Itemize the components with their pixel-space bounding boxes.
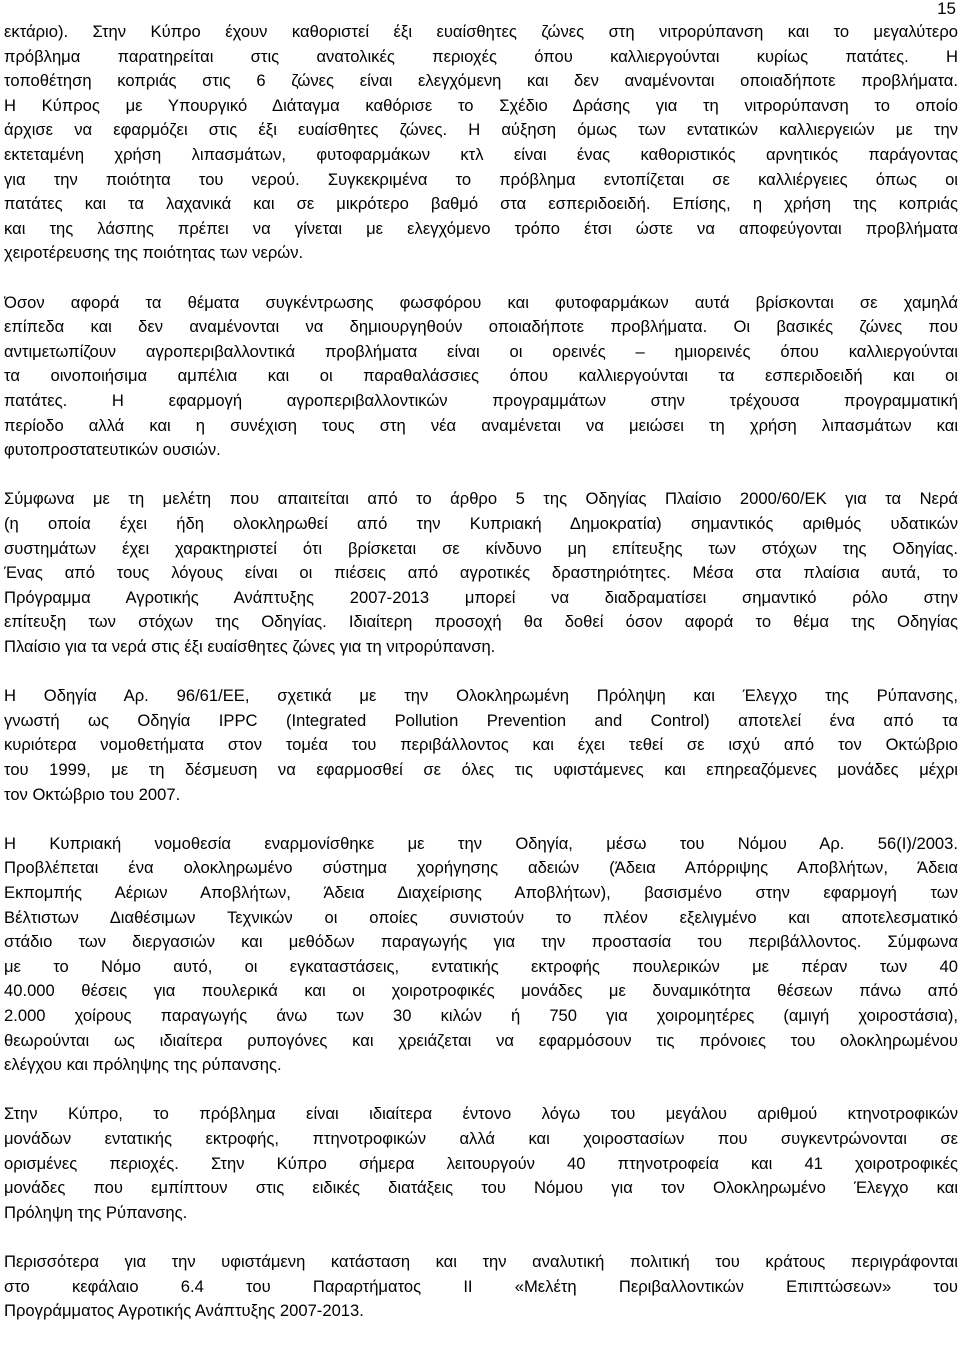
text-line: Πρόληψη της Ρύπανσης. <box>4 1202 188 1222</box>
text-line: για την ποιότητα του νερού. Συγκεκριμένα το πρόβλημα εντοπίζεται σε καλλιέργειες όπως οι <box>4 169 958 189</box>
text-line: θεωρούνται ως ιδιαίτερα ρυπογόνες και χρειάζεται να εφαρμόσουν τις πρόνοιες του ολοκληρωμένου <box>4 1030 958 1050</box>
page-number: 15 <box>937 0 956 18</box>
text-line: Περισσότερα για την υφιστάμενη κατάσταση και την αναλυτική πολιτική του κράτους περιγράφονται <box>4 1252 958 1271</box>
text-line: εκτάριο). Στην Κύπρο έχουν καθοριστεί έξι ευαίσθητες ζώνες στη νιτρορύπανση και το μεγαλύτερο <box>4 22 958 41</box>
text-line: 40.000 θέσεις για πουλερικά και οι χοιροτροφικές μονάδες με δυναμικότητα θέσεων πάνω από <box>4 981 958 1001</box>
text-line: τα οινοποιήσιμα αμπέλια και οι παραθαλάσσιες όπου καλλιεργούνται τα εσπεριδοειδή και οι <box>4 366 958 386</box>
text-line: άρχισε να εφαρμόζει στις έξι ευαίσθητες ζώνες. Η αύξηση όμως των εντατικών καλλιεργειών με την <box>4 120 958 140</box>
text-line: επίπεδα και δεν αναμένονται να δημιουργηθούν οποιαδήποτε προβλήματα. Οι βασικές ζώνες που <box>4 317 958 337</box>
text-line: χειροτέρευσης της ποιότητας των νερών. <box>4 243 304 263</box>
document-page <box>4 0 958 1347</box>
text-line: Βέλτιστων Διαθέσιμων Τεχνικών οι οποίες συνιστούν το πλέον εξελιγμένο και αποτελεσματικό <box>4 907 958 927</box>
text-line: Πλαίσιο για τα νερά στις έξι ευαίσθητες ζώνες για τη νιτρορύπανση. <box>4 637 496 656</box>
text-line: ελέγχου και πρόληψης της ρύπανσης. <box>4 1055 282 1075</box>
text-line: Η Οδηγία Αρ. 96/61/ΕΕ, σχετικά με την Ολοκληρωμένη Πρόληψη και Έλεγχο της Ρύπανσης, <box>4 686 958 706</box>
text-line: Πρόγραμμα Αγροτικής Ανάπτυξης 2007-2013 μπορεί να διαδραματίσει σημαντικό ρόλο στην <box>4 587 958 607</box>
text-line: γνωστή ως Οδηγία IPPC (Integrated Pollution Prevention and Control) αποτελεί ένα από τα <box>4 710 958 730</box>
text-line: πρόβλημα παρατηρείται στις ανατολικές περιοχές όπου καλλιεργούνται κυρίως πατάτες. Η <box>4 46 958 66</box>
text-line: Η Κύπρος με Υπουργικό Διάταγμα καθόρισε το Σχέδιο Δράσης για τη νιτρορύπανση το οποίο <box>4 95 958 115</box>
text-line: μονάδες που εμπίπτουν στις ειδικές διατάξεις του Νόμου για τον Ολοκληρωμένο Έλεγχο και <box>4 1178 958 1198</box>
text-line: Προβλέπεται ένα ολοκληρωμένο σύστημα χορήγησης αδειών (Άδεια Απόρριψης Αποβλήτων, Άδεια <box>4 858 958 878</box>
text-line: μονάδων εντατικής εκτροφής, πτηνοτροφικών αλλά και χοιροστασίων που συγκεντρώνονται σε <box>4 1129 958 1148</box>
text-line: Στην Κύπρο, το πρόβλημα είναι ιδιαίτερα έντονο λόγω του μεγάλου αριθμού κτηνοτροφικών <box>4 1104 958 1124</box>
text-line: και της λάσπης πρέπει να γίνεται με ελεγχόμενο τρόπο έτσι ώστε να αποφεύγονται προβλήματα <box>4 218 958 238</box>
text-line: Η Κυπριακή νομοθεσία εναρμονίσθηκε με την Οδηγία, μέσω του Νόμου Αρ. 56(I)/2003. <box>4 833 958 853</box>
text-line: εκτεταμένη χρήση λιπασμάτων, φυτοφαρμάκων κτλ είναι ένας καθοριστικός αρνητικός παράγοντας <box>4 145 958 164</box>
text-line: (η οποία έχει ήδη ολοκληρωθεί από την Κυπριακή Δημοκρατία) σημαντικός αριθμός υδατικών <box>4 514 958 533</box>
text-line: πατάτες και τα λαχανικά και σε μικρότερο βαθμό στα εσπεριδοειδή. Επίσης, η χρήση της κοπριάς <box>4 194 958 214</box>
text-line: στάδιο των διεργασιών και μεθόδων παραγωγής για την προστασία του περιβάλλοντος. Σύμφωνα <box>4 932 958 952</box>
text-line: Σύμφωνα με τη μελέτη που απαιτείται από το άρθρο 5 της Οδηγίας Πλαίσιο 2000/60/ΕΚ για τα Νερά <box>4 489 958 509</box>
text-line: τον Οκτώβριο του 2007. <box>4 784 181 804</box>
text-line: ορισμένες περιοχές. Στην Κύπρο σήμερα λειτουργούν 40 πτηνοτροφεία και 41 χοιροτροφικές <box>4 1153 958 1173</box>
text-line: κυριότερα νομοθετήματα στον τομέα του περιβάλλοντος και έχει τεθεί σε ισχύ από τον Οκτώβριο <box>4 735 958 755</box>
text-line: αντιμετωπίζουν αγροπεριβαλλοντικά προβλήματα είναι οι ορεινές – ημιορεινές όπου καλλιεργούνται <box>4 341 958 361</box>
text-line: Προγράμματος Αγροτικής Ανάπτυξης 2007-2013. <box>4 1301 364 1321</box>
text-line: στο κεφάλαιο 6.4 του Παραρτήματος ΙΙ «Μελέτη Περιβαλλοντικών Επιπτώσεων» του <box>4 1276 958 1296</box>
text-line: με το Νόμο αυτό, οι εγκαταστάσεις, εντατικής εκτροφής πουλερικών με πέραν των 40 <box>4 956 958 976</box>
text-line: περίοδο αλλά και η συνέχιση τους στη νέα αναμένεται να μειώσει τη χρήση λιπασμάτων και <box>4 415 958 435</box>
text-line: πατάτες. Η εφαρμογή αγροπεριβαλλοντικών προγραμμάτων στην τρέχουσα προγραμματική <box>4 391 958 410</box>
text-line: φυτοπροστατευτικών ουσιών. <box>4 440 221 460</box>
text-line: συστημάτων έχει χαρακτηριστεί ότι βρίσκεται σε κίνδυνο μη επίτευξης των στόχων της Οδηγίας. <box>4 538 958 558</box>
text-line: Όσον αφορά τα θέματα συγκέντρωσης φωσφόρου και φυτοφαρμάκων αυτά βρίσκονται σε χαμηλά <box>4 292 958 312</box>
text-line: 2.000 χοίρους παραγωγής άνω των 30 κιλών ή 750 για χοιρομητέρες (αμιγή χοιροστάσια), <box>4 1006 958 1025</box>
text-line: Εκπομπής Αέριων Αποβλήτων, Άδεια Διαχείρισης Αποβλήτων), βασισμένο στην εφαρμογή των <box>4 883 958 902</box>
text-line: Ένας από τους λόγους είναι οι πιέσεις από αγροτικές δραστηριότητες. Μέσα στα πλαίσια αυτά, το <box>4 563 958 583</box>
text-line: του 1999, με τη δέσμευση να εφαρμοσθεί σε όλες τις υφιστάμενες και επηρεαζόμενες μονάδες μέχρι <box>4 760 958 779</box>
text-line: επίτευξη των στόχων της Οδηγίας. Ιδιαίτερη προσοχή θα δοθεί όσον αφορά το θέμα της Οδηγίας <box>4 612 958 632</box>
text-line: τοποθέτηση κοπριάς στις 6 ζώνες είναι ελεγχόμενη και δεν αναμένονται οποιαδήποτε προβλήματα. <box>4 71 958 91</box>
